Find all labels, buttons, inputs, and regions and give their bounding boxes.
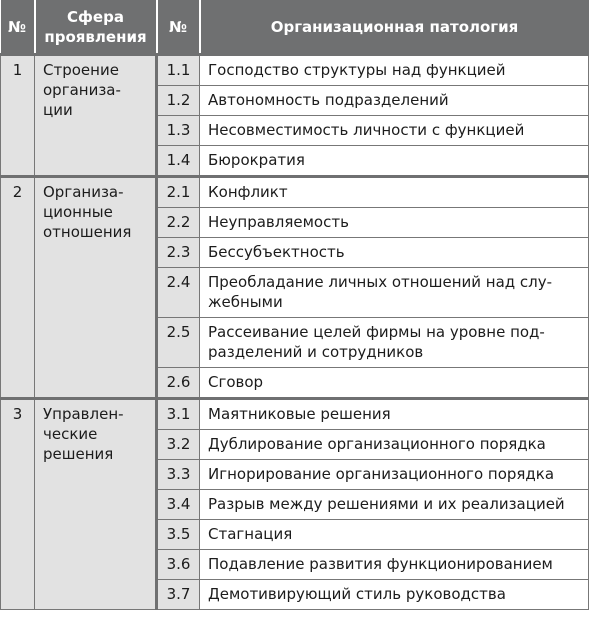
row-number: 3.3: [157, 460, 200, 490]
header-pathology: Организационная патология: [200, 0, 589, 55]
group-number: 1: [1, 55, 35, 177]
row-number: 1.1: [157, 55, 200, 86]
row-number: 2.5: [157, 318, 200, 368]
row-number: 3.1: [157, 399, 200, 430]
table-header: [1, 0, 589, 55]
group-number: 2: [1, 177, 35, 399]
pathology-text: Сговор: [200, 368, 589, 399]
row-number: 3.4: [157, 490, 200, 520]
table-body: [1, 55, 589, 610]
group-sphere: Строение организа- ции: [35, 55, 157, 177]
row-number: 1.3: [157, 116, 200, 146]
header-num: №: [1, 0, 35, 55]
row-number: 2.3: [157, 238, 200, 268]
pathology-text: Дублирование организационного порядка: [200, 430, 589, 460]
header-sphere: Сфера проявления: [35, 0, 157, 55]
pathology-text: Бюрократия: [200, 146, 589, 177]
pathology-text: Бессубъектность: [200, 238, 589, 268]
row-number: 2.1: [157, 177, 200, 208]
row-number: 1.2: [157, 86, 200, 116]
pathology-text: Конфликт: [200, 177, 589, 208]
row-number: 2.2: [157, 208, 200, 238]
pathology-text: Рассеивание целей фирмы на уровне под- разделений и сотрудников: [200, 318, 589, 368]
row-number: 3.6: [157, 550, 200, 580]
header-subnum: №: [157, 0, 200, 55]
pathology-text: Несовместимость личности с функцией: [200, 116, 589, 146]
group-number: 3: [1, 399, 35, 610]
pathology-text: Стагнация: [200, 520, 589, 550]
pathology-text: Неуправляемость: [200, 208, 589, 238]
row-number: 2.4: [157, 268, 200, 318]
row-number: 1.4: [157, 146, 200, 177]
table-row: [1, 55, 589, 86]
row-number: 2.6: [157, 368, 200, 399]
pathology-text: Автономность подразделений: [200, 86, 589, 116]
row-number: 3.7: [157, 580, 200, 610]
pathology-text: Маятниковые решения: [200, 399, 589, 430]
table-row: [1, 177, 589, 208]
pathology-text: Господство структуры над функцией: [200, 55, 589, 86]
table-row: [1, 399, 589, 430]
group-sphere: Организа- ционные отношения: [35, 177, 157, 399]
pathology-text: Подавление развития функционированием: [200, 550, 589, 580]
pathology-text: Преобладание личных отношений над слу- жебными: [200, 268, 589, 318]
pathology-text: Демотивирующий стиль руководства: [200, 580, 589, 610]
row-number: 3.2: [157, 430, 200, 460]
row-number: 3.5: [157, 520, 200, 550]
pathology-text: Разрыв между решениями и их реализацией: [200, 490, 589, 520]
pathology-text: Игнорирование организационного порядка: [200, 460, 589, 490]
group-sphere: Управлен- ческие решения: [35, 399, 157, 610]
